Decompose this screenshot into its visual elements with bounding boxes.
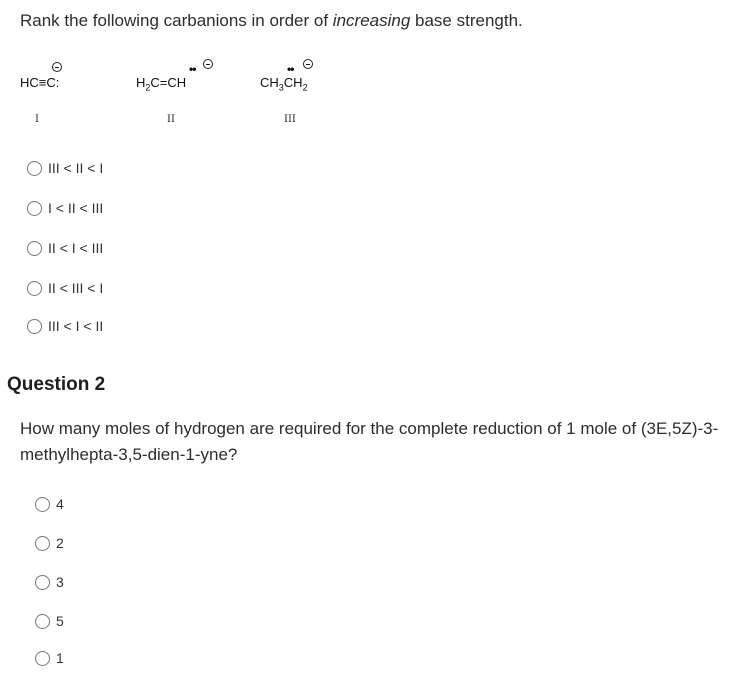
q2-option-3[interactable]: 3 <box>35 574 64 590</box>
q1-option-4[interactable]: II < III < I <box>27 280 103 296</box>
structure-label-2: II <box>167 114 175 125</box>
q2-option-4[interactable]: 5 <box>35 613 64 629</box>
radio-button[interactable] <box>35 614 50 629</box>
q1-option-5[interactable]: III < I < II <box>27 318 103 334</box>
radio-button[interactable] <box>35 536 50 551</box>
carbanion-structure-2: $H_2C=CH$ <box>136 75 187 93</box>
negative-charge-icon <box>303 59 313 69</box>
structure-label-1: I <box>35 114 39 125</box>
negative-charge-icon <box>52 62 62 72</box>
question-2-heading: Question 2 <box>7 374 106 395</box>
carbanion-structure-3: $CH_3CH_2$ <box>260 75 308 93</box>
q2-option-5[interactable]: 1 <box>35 650 64 666</box>
radio-button[interactable] <box>27 201 42 216</box>
question-2-prompt: How many moles of hydrogen are required for the complete reduction of 1 mole of (3E,5Z)-3-methylhepta-3,5-dien-1-yne? <box>20 419 719 464</box>
prompt-emphasis: increasing <box>332 11 411 30</box>
radio-button[interactable] <box>27 241 42 256</box>
q1-option-3[interactable]: II < I < III <box>27 240 103 256</box>
q2-option-2[interactable]: 2 <box>35 535 64 551</box>
radio-button[interactable] <box>35 497 50 512</box>
lone-pair-icon: •• <box>189 62 196 76</box>
structure-label-3: III <box>284 114 296 125</box>
q2-option-1[interactable]: 4 <box>35 496 64 512</box>
radio-button[interactable] <box>27 281 42 296</box>
carbanion-structure-1: HC≡C: <box>20 75 60 90</box>
negative-charge-icon <box>203 59 213 69</box>
radio-button[interactable] <box>35 575 50 590</box>
radio-button[interactable] <box>35 651 50 666</box>
q1-option-2[interactable]: I < II < III <box>27 200 103 216</box>
radio-button[interactable] <box>27 161 42 176</box>
radio-button[interactable] <box>27 319 42 334</box>
question-1-prompt: Rank the following carbanions in order of increasing base strength. <box>20 11 523 30</box>
lone-pair-icon: •• <box>287 62 294 76</box>
q1-option-1[interactable]: III < II < I <box>27 160 103 176</box>
